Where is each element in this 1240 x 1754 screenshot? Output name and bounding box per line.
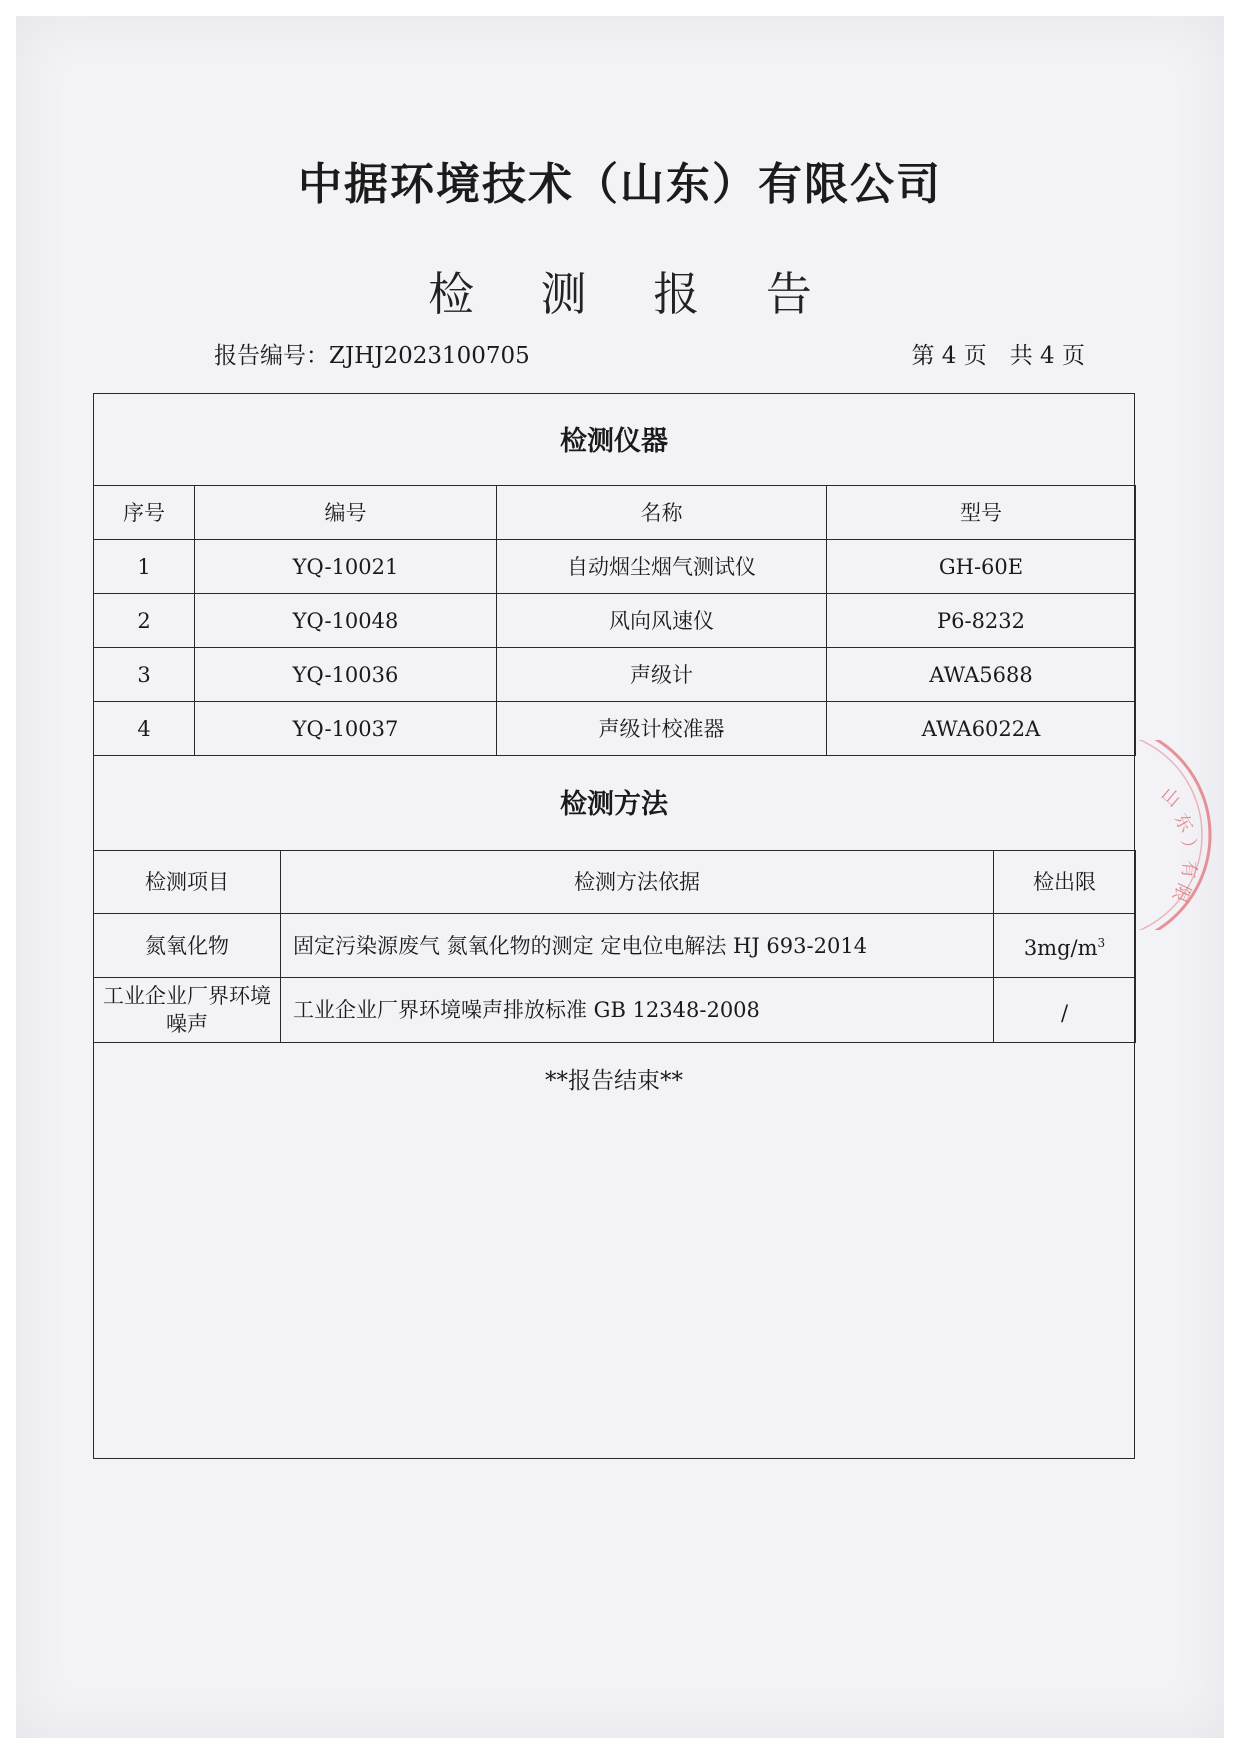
report-end-mark: **报告结束** [545, 1068, 683, 1094]
limit-value: 3mg/m [1023, 936, 1098, 960]
table-header-row [94, 851, 1136, 914]
instruments-table [93, 485, 1136, 756]
table-row [94, 540, 1136, 594]
table-cell: 声级计校准器 [497, 702, 827, 756]
column-header: 型号 [827, 486, 1136, 540]
column-header: 名称 [497, 486, 827, 540]
table-cell: 自动烟尘烟气测试仪 [497, 540, 827, 594]
table-cell: 2 [94, 594, 195, 648]
table-cell: YQ-10021 [195, 540, 497, 594]
methods-heading: 检测方法 [560, 789, 668, 820]
table-cell: 固定污染源废气 氮氧化物的测定 定电位电解法 HJ 693-2014 [281, 914, 994, 978]
svg-text:东: 东 [1169, 810, 1197, 837]
table-cell: YQ-10036 [195, 648, 497, 702]
table-cell: AWA5688 [827, 648, 1136, 702]
table-cell: YQ-10037 [195, 702, 497, 756]
detection-limit-cell [994, 914, 1136, 978]
document-title: 检 测 报 告 [428, 267, 838, 321]
limit-value: / [1060, 1000, 1069, 1025]
svg-text:有: 有 [1177, 859, 1200, 880]
report-frame [93, 393, 1135, 1459]
column-header: 编号 [195, 486, 497, 540]
table-cell: YQ-10048 [195, 594, 497, 648]
table-row [94, 702, 1136, 756]
report-number: 报告编号：ZJHJ2023100705 [214, 343, 530, 369]
column-header: 检出限 [994, 851, 1136, 914]
table-cell: 1 [94, 540, 195, 594]
table-row [94, 978, 1136, 1043]
table-header-row [94, 486, 1136, 540]
table-cell: 声级计 [497, 648, 827, 702]
table-cell: 3 [94, 648, 195, 702]
methods-table [93, 850, 1136, 1043]
column-header: 检测方法依据 [281, 851, 994, 914]
table-cell: 4 [94, 702, 195, 756]
column-header: 检测项目 [94, 851, 281, 914]
table-row [94, 648, 1136, 702]
table-cell: AWA6022A [827, 702, 1136, 756]
instruments-heading: 检测仪器 [560, 426, 668, 457]
company-name: 中据环境技术（山东）有限公司 [298, 159, 942, 210]
table-cell: GH-60E [827, 540, 1136, 594]
svg-text:）: ） [1177, 837, 1201, 859]
table-cell: 氮氧化物 [94, 914, 281, 978]
company-seal [1138, 740, 1222, 930]
table-cell: 工业企业厂界环境噪声排放标准 GB 12348-2008 [281, 978, 994, 1043]
limit-superscript: 3 [1097, 936, 1106, 950]
detection-limit-cell [994, 978, 1136, 1043]
seal-graphic [1138, 740, 1222, 930]
table-cell: 风向风速仪 [497, 594, 827, 648]
table-row [94, 914, 1136, 978]
page-indicator: 第 4 页 共 4 页 [911, 343, 1085, 369]
table-cell: P6-8232 [827, 594, 1136, 648]
table-cell: 工业企业厂界环境噪声 [94, 978, 281, 1043]
column-header: 序号 [94, 486, 195, 540]
svg-text:限: 限 [1167, 879, 1195, 906]
table-row [94, 594, 1136, 648]
svg-text:山: 山 [1156, 783, 1185, 812]
